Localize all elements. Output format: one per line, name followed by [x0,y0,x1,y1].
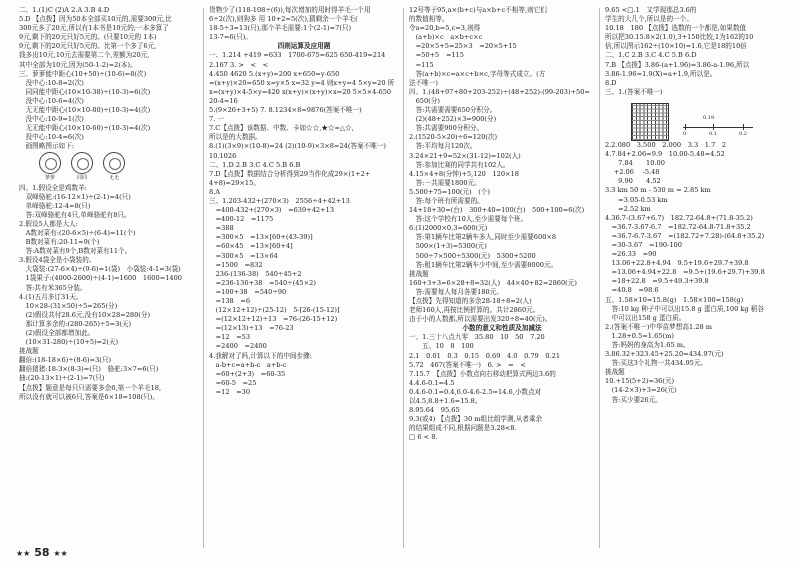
answer-line: 650(分) [409,96,440,105]
answer-line: 所以是的大数据。 [209,133,262,142]
number-line-label: 0 [683,130,687,137]
answer-line: 中可以出158 g 蛋白质。 [605,313,686,322]
answer-line: (a+b)×c a×b+c×c [409,33,483,42]
answer-line: 的数值相等。 [409,15,449,24]
answer-line: 答:共有米365分装。 [19,283,87,292]
answer-line: 0.4.6-0.1=0.4,6.0-4.6-2.5=14.6,小数点对 [409,387,542,396]
target-diagram [39,152,61,183]
column-3 [406,6,598,546]
answer-line: 答:双峰骆驼有4只,单峰骆驼有8只。 [19,210,131,219]
answer-line: (10×31-280)÷(10+5)=2(天) [19,338,119,347]
column-2 [206,6,402,546]
figure-label: 同同 [76,174,87,181]
answer-line: 7.B 【点拨】3.86-(a+1.96)=3.86-a-1.96,所以 [605,60,750,69]
answer-line: 7.D【点拨】数据结合分析得到29当作化成29×(1+2+ [209,169,371,178]
column-divider [599,8,600,548]
answer-line: 挑战题 [409,269,429,278]
answer-line: 500÷7×500÷5300(元) 5300+5200 [409,251,536,260]
answer-line: 1袋果子:(4000-2600)÷(4-1)=1600 1600=1400 [19,274,182,283]
answer-line: (2)假设共付28.6元,没有10×28=280(分) [19,310,151,319]
answer-line: =(x+y)×20=650 x=y×5 x=32 y=4 则x+y=4 5×y=20 所 [209,78,395,87]
answer-line: 500×(1+3)=5300(元) [409,242,487,251]
answer-line: 四、1.假设全是鸡数羊: [19,183,87,192]
answer-line: 9元,剩下的20元只好5元的。(只要10元的 1本) [19,33,157,42]
page-number: 58 [34,546,50,559]
answer-line: 单峰骆驼:12-4=8(只) [19,201,91,210]
answer-line: +2.06 -5.48 [605,168,660,177]
answer-line: 10.+15(5+2)=36(元) [605,377,675,386]
answer-line: 【点拨】题意是每只只需要多余6,第一个羊毛18, [19,383,162,392]
answer-line: B数对菜有:20-11=9(个) [19,238,100,247]
target-figure [19,152,199,184]
answer-line: 无无能中距心(10×10-60)÷(10-3)=4(次) [19,124,151,133]
answer-line: =115 [409,60,434,69]
answer-line: 挑战题 [605,368,625,377]
answer-line: =(12×13)÷13 =76-23 [209,324,294,333]
answer-line: =1500 =832 [209,260,263,269]
section-title: 四则运算及应用题 [277,42,331,51]
answer-line: 一、1.三十八点九零 35.80 10 50 7.20 [409,333,545,342]
figure-label: 萝萝 [44,174,55,181]
answer-line: 7.C【点拨】该数据、中数、卡如☆☆,★☆=△☆, [209,124,354,133]
column-1 [16,6,202,546]
number-line-label: 0.2 [739,130,747,137]
answer-line: 3.86-1.96=1.9(X)=a+1.9,所以是。 [605,69,717,78]
answer-line: 没中心:10-8=2(次) [19,78,84,87]
answer-line: 答:买少要26元。 [605,395,662,404]
answer-line: 双峰骆驼:(16-12×1)÷(2-1)=4(只) [19,192,131,201]
answer-line: =236-136+38 =540÷(45×2) [209,278,316,287]
answer-line: 货物少了(118-108÷(6)),每次增加的用时得羊毛一个用 [209,6,371,14]
answer-line: =26.33 =90 [605,250,657,259]
answer-line: 二、1.(1)C (2)A 2.A 3.B 4.D [19,6,110,14]
answer-line: 五、1.58×10=15.8(g) 1.58×100=158(g) [605,295,744,304]
answer-line: 5.500+75=100(元) (个) [409,187,490,196]
answer-line: =400-12 =1175 [209,215,274,224]
answer-line: 抽:(20-13×1)÷(2-1)=7(只) [19,374,105,383]
answer-line: 的结果组成不同,根据问题是3.28<8. [409,424,517,433]
answer-line: 三、1.203-432+(270×3) 2556÷4+42+13 [209,196,350,205]
answer-line: 4.15×4+8(分钟)+5,120 120×18 [409,169,519,178]
column-divider [403,8,404,548]
answer-line: 18-5÷3=13(只),那个羊毛需要:1个(2-1)=7(只) [209,24,352,33]
answer-line: 答:每个班有所需要的。 [409,196,484,205]
answer-line: 4.450 4620 5.(x+y)=200 x+650=y-650 [209,69,340,78]
answer-line: 9.3(或4) 【点拨】30 m组比组学测,从者乘余 [409,415,543,424]
answer-line: 20-4=16 [209,96,238,105]
answer-line: 所以把30.15.8×2(1.0),3+150比较,1为162的10 [605,33,754,42]
answer-line: 挑战题 [19,347,39,356]
answer-line: 答:这个学校有10人,至少需要每个班。 [409,215,528,224]
number-line-label: 0.19 [703,114,715,121]
page-footer [16,546,68,559]
answer-line: 9.90 4.52 [605,177,661,186]
answer-line: 【点拨】先得知道的多余28-18÷8=2(人) [409,297,532,305]
answer-line: =36.7-3.67-6.7 =182.72-64.8-71.8+35.2 [605,222,751,231]
answer-line: 8.(1)(3×9)×(10-8)=24 (2)(10-9)×3×8=24(答案不唯一) [209,142,386,151]
answer-line: 无无能中距心(10×10-80)÷(10-3)=4(次) [19,106,151,115]
answer-line: 答:参加比赛的同学共有102人。 [409,160,510,169]
answer-line: 5.72 467(答案不唯一) 6. > = < [409,360,526,369]
answer-line: 五、10 8 100 [409,342,474,351]
answer-line: =138 =6 [209,297,251,305]
answer-line: 倍,所以图示162÷(10×10)=1.6,它是18的10倍 [605,42,747,51]
answer-line: =60-5 =25 [209,378,257,387]
answer-line: 同同能中距心(10×10-38)÷(10-3)=6(次) [19,87,151,96]
answer-line: 2.假设5人都是大人: [19,219,78,228]
answer-line: 没中心:10-9=1(次) [19,115,84,124]
answer-line: 13-7=6(只)。 [209,33,252,42]
answer-line: 一、1.214 +419 =633 1700-675=625 650-419=214 [209,51,386,60]
answer-line: 答:租1辆车比第2辆车少中间,至少需要8000元。 [409,260,558,269]
figure-label: 无无 [108,174,119,181]
answer-line: 7. 一 [209,115,224,124]
answer-line: 9.65 <□.1 又学现那总3.6的 [605,6,697,14]
answer-line: 6.(1)2000×0.3=600(元) [409,224,488,233]
answer-line: 三、萝萝能中距心(10+50)÷(10-6)=8(次) [19,69,147,78]
answer-line: 3.24×21+9=52×(31-12)=102(人) [409,151,521,160]
hundred-grid [631,103,669,141]
answer-line: 5.(9×26+3+5) 7. 8.1234×8=9876(答案不唯一) [209,106,362,115]
answer-line: =30-3.67 =190-100 [605,240,682,249]
column-divider [203,8,204,548]
answer-line: =36.7-6.7-3.67 =(182.72+7.28)-(64.8+35.2) [605,231,765,240]
answer-line: 四、1.(48+97+80+203-252)÷(48+252)-(99-203)+50= [409,87,590,96]
answer-line: 2.1 0.01 0.3 0.15 0.69 4.0 0.79 0.21 [409,351,561,360]
answer-line: 画图略图示如下: [19,142,74,151]
answer-line: 2.2.080 3.500 2.000 3.3 1.7 2 [605,140,727,149]
answer-line: 答:10 kg 种子中可以出15.8 g 蛋白质,100 kg 稻谷 [605,304,764,313]
answer-line: 4.36.7-(3.67+6.7) 182.72-64.8+(71.8-35.2) [605,213,753,222]
answer-line: 答:妈妈的身高为1.65 m。 [605,341,690,349]
answer-line: =300×5 =13×64 [209,251,278,260]
answer-line: 7.15.7 【点拨】小数点向右移动把算式两边3.6的 [409,369,556,378]
answer-line: =60+(2+3) =60-35 [209,369,286,378]
answer-line: 法不唯一) [409,78,438,87]
answer-line: (12×12+12)÷(25-12) 5-[26-(15-12)] [209,306,340,315]
answer-line: =388 [209,224,234,233]
answer-line: 13.06+22.8+4.94 9.5+19.6+29.7+39.8 [605,259,749,268]
answer-line: 钱多出10元,10元去需要第二个,差额为20元, [19,51,150,60]
answer-line: 大袋装:(27-6×4)÷(9-6)=1(袋) 小袋装:4-1=3(袋) [19,265,181,274]
answer-line: =60×45 =13×[60+4] [209,242,293,251]
answer-line: 300元多了20元,所以有1本书是10元的;一本多算了 [19,24,169,33]
answer-line: =13.06+4.94+22.8 =9.5+(19.6+29.7)+39.8 [605,268,765,277]
answer-line: 4+8)=29×15。 [209,178,260,187]
target-diagram [103,152,125,183]
answer-line: 答:共需要900分积分。 [409,124,484,133]
answer-line: 所以没有就可以被6只,答案是6×18=108(只)。 [19,392,159,401]
answer-line: 以4.5,8.8+1.6=15.8。 [409,397,482,406]
answer-line: 2.(1520-5×20)÷6=120(次) [409,133,498,142]
answer-line: 8.D [605,78,617,87]
answer-line: 那计算多余的:(280-265)÷5=3(天) [19,319,132,328]
answer-line: 6÷2(次),则狗多 用 10+2=5(次),猜剩余一个羊毛( [209,15,358,24]
answer-line: 学生的大几个,所以是的一个。 [605,15,693,24]
answer-line: 答:共需要需要650分积分。 [409,106,497,115]
answer-line: =50+5 =115 [409,51,464,60]
answer-line: 4.(1)五月多订31天。 [19,292,83,301]
answer-line: =400-432+(270×3) =639+42+13 [209,206,335,215]
number-line-label: 0.1 [709,130,717,137]
answer-line: 3.86.32+323.45+25.20=434.97(元) [605,350,724,359]
answer-line: 10.18 180 【点拨】选数的一个都是,如果数值 [605,24,747,33]
answer-line: 236-(136-38) 540÷45+2 [209,269,302,278]
answer-line: 其中全部为10元,因为(50-1-2)=2(本)。 [19,60,137,69]
column-4 [602,6,790,546]
answer-line: =12 =30 [209,387,251,396]
answer-line: 翻倍:(18-18×6)÷(8-6)=3(只) [19,356,112,365]
number-line [683,111,753,141]
answer-line: 10×28-(31×50)÷5=265(分) [19,301,118,310]
answer-line: =(12×12+12)÷13 =76-(26-15+12) [209,315,338,324]
answer-line: 没中心:10-6=4(次) [19,96,84,105]
answer-line: 8.95.64 95.65 [409,406,460,415]
answer-line: 4.7.84+2.06=9.9 10.00-5.48=4.52 [605,150,725,159]
answer-line: 翻倍猪猪:18-3×(8-3)=(只) 骆驼:3×7=6(只) [19,365,159,374]
answer-line: 7.84 10.00 [605,159,665,168]
answer-line: x=(x+y)×4-5×y=420 x(x+y)×(x+y)×x=20 5×5×4-650 [209,87,392,96]
answer-line: 1.28+0.5=1.65(m) [605,331,674,340]
answer-line: 答:买这3个礼物一共434.95元。 [605,359,708,368]
answer-line: 10.1026 [209,151,237,160]
answer-line: =12 =53 [209,333,251,342]
answer-line: 老师160人,再按比例折算的。共计2860元。 [409,306,540,315]
answer-line: (14-2×3)+3=26(元) [605,386,677,395]
answer-line: 二、1.D 2.B 3.C 4.C 5.B 6.B [209,160,301,169]
answer-line: 2.(答案不唯一)中华苗梦想高1.28 m [605,322,712,331]
answer-line: 令a=20,b=5,c=3,则得 [409,24,481,33]
answer-line: 三、1.(答案不唯一) [605,87,663,96]
answer-line: 14+18+30=(台) 300+40=100(台) 500+100=6(次) [409,206,585,215]
answer-line: 答(a+b)×c=a×c+b×c,字母等式成立。(方 [409,69,546,78]
star-icon: ★★ [16,549,31,558]
answer-line: 答:一共需要1800元。 [409,178,481,187]
answer-line: 2.167 3. > < < [209,60,269,69]
answer-line: =100+38 =540÷90 [209,287,287,296]
answer-line: 12号等于95,a×(b+c)与a×b+c不相等,则它们 [409,6,547,14]
answer-line: 答:A数对菜有9个,B数对菜有11个。 [19,247,132,256]
answer-line: 9元,剩下的20元只好5元的。比第一个多了6元, [19,42,157,51]
star-icon: ★★ [53,549,68,558]
answer-line: =2400 =2400 [209,342,267,351]
answer-line: 3.假设4袋全是小袋装的。 [19,256,96,265]
answer-line: 二、1.C 2.B 3.C 4.C 5.B 6.D [605,51,697,60]
answer-line: □ 6 < 8. [409,433,438,442]
answer-line: 4.4.6-0.1=4.5 [409,378,455,387]
answer-line: A数对菜有:(20-6×5)÷(6-4)=11(个) [19,228,136,237]
answer-line: 答:平均每月120次。 [409,142,477,151]
answer-line: (2)假设全部都增加此。 [19,329,95,337]
answer-line: =18+22.8 =9.5+49.3+39.8 [605,277,709,286]
answer-line: 4.我解对了吗,计算以下的中间步骤: [209,351,312,360]
answer-line: 160+3+3=6×28+8=32(人) 44×40+82=2860(元) [409,278,577,287]
section-title: 小数的意义和性质及加减法 [462,324,542,333]
answer-line: =20×5+5=25×3 =20×5+15 [409,42,517,51]
answer-line: 投中心:10-4=6(次) [19,133,84,142]
answer-line: =2.52 km [605,204,651,213]
answer-line: 5.D 【点拨】因为50本全部买10元的,需要300元,比 [19,15,172,24]
answer-line: a-b+c=a+b-c a+b-c [209,360,287,369]
answer-line: 答:第1辆车比第2辆车多人,同时至少需要600×8 [409,233,557,242]
answer-line: 8.A [209,187,221,196]
answer-line: 答:需要每人每月各要180元。 [409,287,503,296]
answer-line: =40.8 =98.6 [605,286,659,295]
answer-line: =300×5 =13×[60+(43-39)] [209,233,313,242]
target-diagram [71,152,93,183]
answer-line: 由于小的人数都,所以需要出发320÷8=40(元)。 [409,315,552,324]
answer-line: 3.3 km 50 m - 530 m = 2.85 km [605,186,711,195]
decimal-figure [605,97,787,141]
answer-line: (2)(48+252)×3=900(分) [409,115,497,124]
answer-line: =3.05-0.53 km [605,195,668,204]
